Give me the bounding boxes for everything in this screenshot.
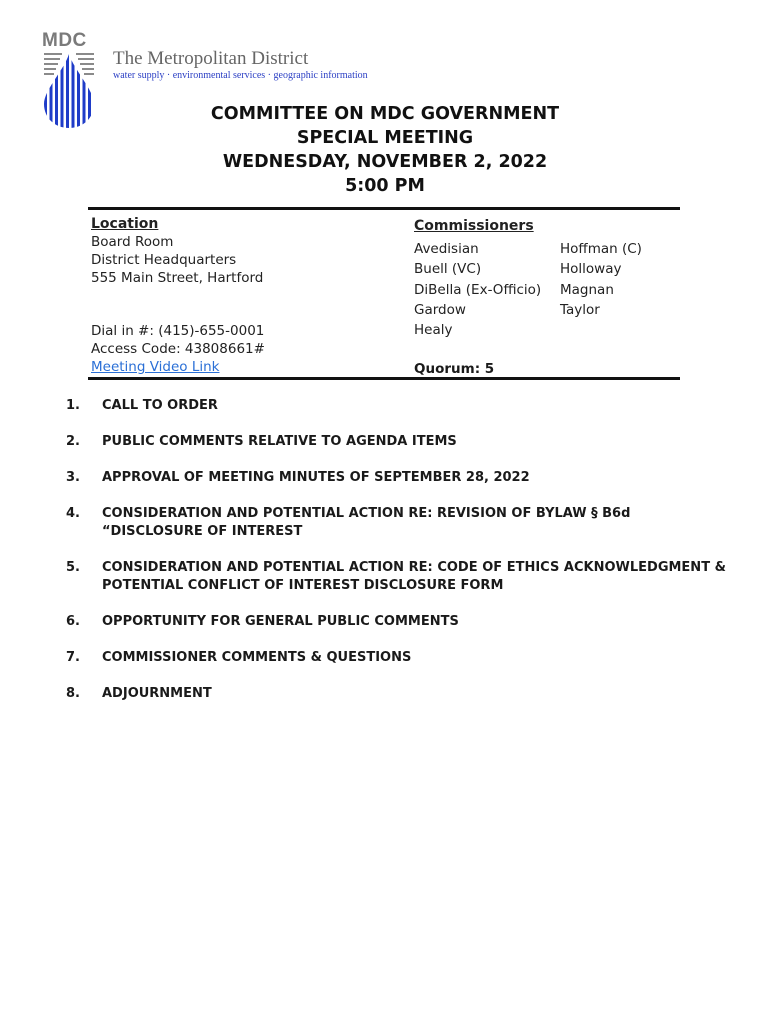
agenda-item [66, 433, 726, 451]
dial-in-block [91, 322, 265, 376]
divider-bottom [88, 377, 680, 380]
agenda-number: 2. [66, 434, 80, 449]
page-title [0, 102, 770, 198]
agenda-text: COMMISSIONER COMMENTS & QUESTIONS [102, 650, 412, 665]
location-block [91, 215, 263, 287]
agenda-item [66, 397, 726, 415]
agenda-text: ADJOURNMENT [102, 686, 212, 701]
commissioners-column-2 [560, 239, 642, 340]
meeting-video-link[interactable]: Meeting Video Link [91, 359, 220, 375]
commissioners-block [414, 217, 642, 340]
agenda-item [66, 685, 726, 703]
agenda-text: CALL TO ORDER [102, 398, 218, 413]
logo-text: MDC [42, 30, 87, 51]
agenda-item [66, 613, 726, 631]
commissioner-name: Magnan [560, 281, 614, 298]
agenda-item [66, 649, 726, 667]
commissioners-column-1 [414, 239, 560, 340]
commissioner-name: DiBella (Ex-Officio) [414, 281, 542, 298]
title-line-4: 5:00 PM [345, 176, 425, 196]
commissioner-name: Buell (VC) [414, 261, 482, 278]
commissioners-heading: Commissioners [414, 218, 534, 234]
agenda-number: 7. [66, 650, 80, 665]
commissioner-name: Holloway [560, 261, 622, 278]
agenda-number: 8. [66, 686, 80, 701]
divider-top [88, 207, 680, 210]
dial-in-number: Dial in #: (415)-655-0001 [91, 323, 265, 339]
location-line: Board Room [91, 234, 174, 250]
agenda-text: OPPORTUNITY FOR GENERAL PUBLIC COMMENTS [102, 614, 459, 629]
agenda-item [66, 505, 726, 541]
title-line-1: COMMITTEE ON MDC GOVERNMENT [210, 104, 560, 124]
org-tagline: water supply · environmental services · geographic information [113, 70, 368, 81]
agenda-number: 5. [66, 560, 80, 575]
title-line-3: WEDNESDAY, NOVEMBER 2, 2022 [222, 152, 548, 172]
title-line-2: SPECIAL MEETING [296, 128, 474, 148]
location-heading: Location [91, 216, 159, 232]
location-line: District Headquarters [91, 252, 237, 268]
agenda-item [66, 469, 726, 487]
quorum: Quorum: 5 [414, 361, 495, 377]
agenda-text: PUBLIC COMMENTS RELATIVE TO AGENDA ITEMS [102, 434, 457, 449]
agenda-number: 6. [66, 614, 80, 629]
agenda-text: CONSIDERATION AND POTENTIAL ACTION RE: CODE OF ETHICS ACKNOWLEDGMENT & POTENTIAL CONFLICT OF INTEREST DISCLOSURE FORM [102, 560, 726, 593]
agenda-text: CONSIDERATION AND POTENTIAL ACTION RE: REVISION OF BYLAW § B6d “DISCLOSURE OF INTEREST [102, 506, 631, 539]
commissioner-name: Avedisian [414, 241, 479, 257]
agenda-number: 3. [66, 470, 80, 485]
agenda-text: APPROVAL OF MEETING MINUTES OF SEPTEMBER 28, 2022 [102, 470, 530, 485]
commissioner-name: Hoffman (C) [560, 241, 642, 257]
org-name: The Metropolitan District [113, 48, 309, 69]
commissioner-name: Healy [414, 322, 453, 339]
access-code: Access Code: 43808661# [91, 341, 265, 357]
agenda-number: 1. [66, 398, 80, 413]
commissioner-name: Taylor [560, 301, 600, 318]
commissioner-name: Gardow [414, 301, 466, 318]
agenda-item [66, 559, 726, 595]
location-line: 555 Main Street, Hartford [91, 270, 264, 286]
agenda-number: 4. [66, 506, 80, 521]
